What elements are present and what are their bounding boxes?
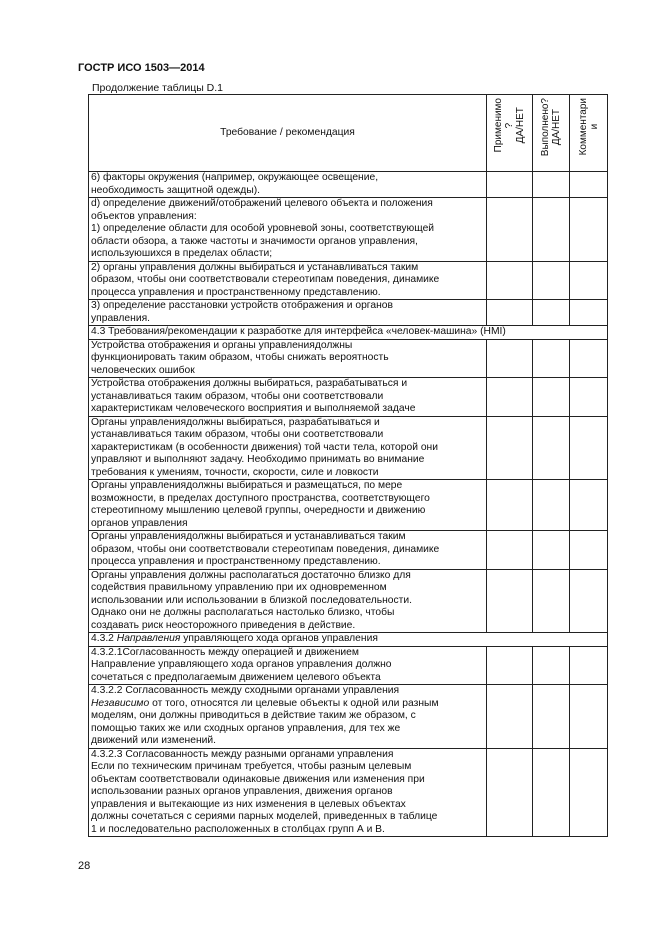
comments-cell[interactable] bbox=[570, 172, 608, 198]
comments-cell[interactable] bbox=[570, 748, 608, 837]
comments-cell[interactable] bbox=[570, 416, 608, 480]
text-prefix: 4.3.2 bbox=[91, 633, 117, 644]
header-applicable-label: Применимо ? ДА/НЕТ bbox=[493, 98, 526, 153]
requirement-line: используюшихся в пределах области; bbox=[91, 248, 273, 259]
requirement-line: характеристикам (в особенности движения) той части тела, которой они bbox=[91, 441, 438, 453]
done-cell[interactable] bbox=[533, 261, 570, 300]
requirement-cell bbox=[89, 633, 608, 647]
requirement-line: d) определение движений/отображений целевого объекта и положения bbox=[91, 198, 433, 209]
requirement-line: 4.3.2.2 Согласованность между сходными органами управления bbox=[91, 685, 400, 696]
done-cell[interactable] bbox=[533, 646, 570, 685]
table-row bbox=[89, 339, 608, 378]
done-cell[interactable] bbox=[533, 531, 570, 570]
italic-text: Независимо bbox=[91, 697, 150, 709]
applicable-cell[interactable] bbox=[487, 172, 533, 198]
table-row bbox=[89, 198, 608, 262]
applicable-cell[interactable] bbox=[487, 339, 533, 378]
requirement-line: объектов управления: bbox=[91, 210, 197, 222]
requirement-line: 4.3 Требования/рекомендации к разработке для интерфейса «человек-машина» (HMI) bbox=[91, 326, 506, 337]
standard-header: ГОСТР ИСО 1503—2014 bbox=[78, 62, 205, 74]
done-cell[interactable] bbox=[533, 172, 570, 198]
requirement-cell bbox=[89, 172, 487, 198]
requirement-line: Органы управления должны располагаться достаточно близко для bbox=[91, 569, 411, 581]
done-cell[interactable] bbox=[533, 198, 570, 262]
comments-cell[interactable] bbox=[570, 198, 608, 262]
table-row bbox=[89, 300, 608, 326]
done-cell[interactable] bbox=[533, 339, 570, 378]
table-row bbox=[89, 261, 608, 300]
requirement-line: устанавливаться таким образом, чтобы они соответствовали bbox=[91, 390, 384, 402]
done-cell[interactable] bbox=[533, 748, 570, 837]
comments-cell[interactable] bbox=[570, 261, 608, 300]
requirement-line: 4.3.2.1Согласованность между операцией и движением bbox=[91, 646, 359, 658]
requirement-line: функционировать таким образом, чтобы снижать вероятность bbox=[91, 352, 389, 363]
text-rest: управляющего хода органов управления bbox=[180, 633, 378, 644]
table-row bbox=[89, 416, 608, 480]
requirement-line: 2) органы управления должны выбираться и устанавливаться таким bbox=[91, 261, 419, 273]
applicable-cell[interactable] bbox=[487, 480, 533, 531]
table-row bbox=[89, 480, 608, 531]
requirement-line: Однако они не должны располагаться настолько близко, чтобы bbox=[91, 607, 395, 618]
italic-text: Направления bbox=[116, 633, 181, 644]
requirement-line: Устройства отображения должны выбираться, разрабатываться и bbox=[91, 378, 408, 389]
comments-cell[interactable] bbox=[570, 646, 608, 685]
requirement-line: процесса управления и пространственному представлению. bbox=[91, 286, 381, 298]
table-row bbox=[89, 646, 608, 685]
requirement-line: Органы управлениядолжны выбираться, разрабатываться и bbox=[91, 416, 380, 428]
comments-cell[interactable] bbox=[570, 569, 608, 633]
requirement-cell bbox=[89, 300, 487, 326]
comments-cell[interactable] bbox=[570, 300, 608, 326]
table-row bbox=[89, 685, 608, 749]
table-continuation-caption: Продолжение таблицы D.1 bbox=[92, 82, 224, 94]
applicable-cell[interactable] bbox=[487, 198, 533, 262]
requirement-line bbox=[91, 698, 484, 711]
comments-cell[interactable] bbox=[570, 339, 608, 378]
comments-cell[interactable] bbox=[570, 480, 608, 531]
applicable-cell[interactable] bbox=[487, 300, 533, 326]
requirement-line: требования к умениям, точности, скорости, силе и ловкости bbox=[91, 466, 379, 478]
applicable-cell[interactable] bbox=[487, 569, 533, 633]
requirement-line: управления и вытекающие из них изменения в целевых объектах bbox=[91, 798, 406, 810]
requirement-cell bbox=[89, 748, 487, 837]
header-done bbox=[533, 95, 570, 172]
header-requirement: Требование / рекомендация bbox=[89, 95, 487, 172]
applicable-cell[interactable] bbox=[487, 685, 533, 749]
requirement-line: процесса управления и пространственному представлению. bbox=[91, 556, 381, 567]
requirement-cell bbox=[89, 339, 487, 378]
requirement-line: управления. bbox=[91, 312, 151, 324]
table-row bbox=[89, 378, 608, 417]
requirement-cell bbox=[89, 378, 487, 417]
requirement-line: 1) определение области для особой уровневой зоны, соответствующей bbox=[91, 223, 435, 234]
header-done-label: Выполнено? ДА/НЕТ bbox=[540, 98, 562, 157]
comments-cell[interactable] bbox=[570, 531, 608, 570]
requirement-line: движений или изменений. bbox=[91, 735, 217, 746]
requirement-line: возможности, в пределах доступного пространства, соответствующего bbox=[91, 492, 430, 504]
applicable-cell[interactable] bbox=[487, 416, 533, 480]
table-row bbox=[89, 748, 608, 837]
section-row bbox=[89, 633, 608, 647]
comments-cell[interactable] bbox=[570, 685, 608, 749]
section-row bbox=[89, 326, 608, 340]
text-rest: от того, относятся ли целевые объекты к одной или разным bbox=[149, 697, 439, 709]
header-comments bbox=[570, 95, 608, 172]
done-cell[interactable] bbox=[533, 685, 570, 749]
requirement-line: управляют и выполняют задачу. Необходимо принимать во внимание bbox=[91, 454, 425, 465]
done-cell[interactable] bbox=[533, 300, 570, 326]
requirement-line: Направление управляющего хода органов управления должно bbox=[91, 659, 392, 670]
requirement-line: устанавливаться таким образом, чтобы они соответствовали bbox=[91, 429, 384, 440]
requirement-line: использовании или использовании в близкой последовательности. bbox=[91, 594, 413, 606]
requirement-line: содействия правильному управлению при их одновременном bbox=[91, 582, 387, 593]
requirement-line: объектам соответствовали одинаковые движения или изменения при bbox=[91, 773, 425, 785]
requirement-cell bbox=[89, 326, 608, 340]
requirement-line: 6) факторы окружения (например, окружающее освещение, bbox=[91, 172, 379, 183]
done-cell[interactable] bbox=[533, 569, 570, 633]
requirement-line: создавать риск неосторожного приведения в действие. bbox=[91, 619, 356, 631]
requirement-line: 4.3.2.3 Согласованность между разными органами управления bbox=[91, 748, 394, 760]
requirement-cell bbox=[89, 531, 487, 570]
requirement-cell bbox=[89, 480, 487, 531]
requirement-line: Если по техническим причинам требуется, чтобы разным целевым bbox=[91, 761, 412, 772]
requirement-cell bbox=[89, 569, 487, 633]
comments-cell[interactable] bbox=[570, 378, 608, 417]
applicable-cell[interactable] bbox=[487, 531, 533, 570]
done-cell[interactable] bbox=[533, 378, 570, 417]
requirement-line: Органы управлениядолжны выбираться и размещаться, по мере bbox=[91, 480, 403, 491]
table-header-row bbox=[89, 95, 608, 172]
table-row bbox=[89, 172, 608, 198]
requirement-cell bbox=[89, 646, 487, 685]
requirement-cell bbox=[89, 416, 487, 480]
requirement-line: Органы управлениядолжны выбираться и устанавливаться таким bbox=[91, 531, 406, 542]
requirement-line: помощью таких же или сходных органов управления, для тех же bbox=[91, 722, 401, 734]
requirement-cell bbox=[89, 685, 487, 749]
requirement-cell bbox=[89, 198, 487, 262]
applicable-cell[interactable] bbox=[487, 378, 533, 417]
requirement-line: 3) определение расстановки устройств отображения и органов bbox=[91, 300, 393, 311]
requirement-line: сочетаться с предполагаемым движением целевого объекта bbox=[91, 671, 381, 683]
requirement-line: стереотипному мышлению целевой группы, очередности и движению bbox=[91, 505, 426, 516]
table-row bbox=[89, 531, 608, 570]
requirement-line: необходимость защитной одежды). bbox=[91, 184, 261, 196]
requirement-line: образом, чтобы они соответствовали стереотипам поведения, динамике bbox=[91, 543, 440, 555]
requirement-line: области обзора, а также частоты и значимости органов управления, bbox=[91, 235, 418, 247]
requirement-line: человеческих ошибок bbox=[91, 364, 195, 376]
page-number: 28 bbox=[78, 860, 91, 872]
requirement-line: использовании разных органов управления, движения органов bbox=[91, 786, 393, 797]
header-comments-label: Комментари и bbox=[577, 98, 600, 156]
requirement-cell bbox=[89, 261, 487, 300]
applicable-cell[interactable] bbox=[487, 261, 533, 300]
table-row bbox=[89, 569, 608, 633]
requirement-line: образом, чтобы они соответствовали стереотипам поведения, динамике bbox=[91, 274, 440, 285]
requirement-line: органов управления bbox=[91, 517, 188, 529]
header-applicable bbox=[487, 95, 533, 172]
applicable-cell[interactable] bbox=[487, 748, 533, 837]
requirement-line: характеристикам человеческого восприятия и выполняемой задаче bbox=[91, 403, 416, 414]
done-cell[interactable] bbox=[533, 480, 570, 531]
applicable-cell[interactable] bbox=[487, 646, 533, 685]
requirement-line: должны сочетаться с сериями парных моделей, приведенных в таблице bbox=[91, 811, 438, 822]
requirement-line: моделям, они должны приводиться в действие таким же образом, с bbox=[91, 710, 416, 721]
requirement-line: 1 и последовательно расположенных в столбцах групп А и В. bbox=[91, 823, 385, 835]
requirements-table bbox=[88, 94, 608, 837]
requirement-line bbox=[91, 633, 605, 646]
done-cell[interactable] bbox=[533, 416, 570, 480]
requirement-line: Устройства отображения и органы управлениядолжны bbox=[91, 339, 353, 351]
